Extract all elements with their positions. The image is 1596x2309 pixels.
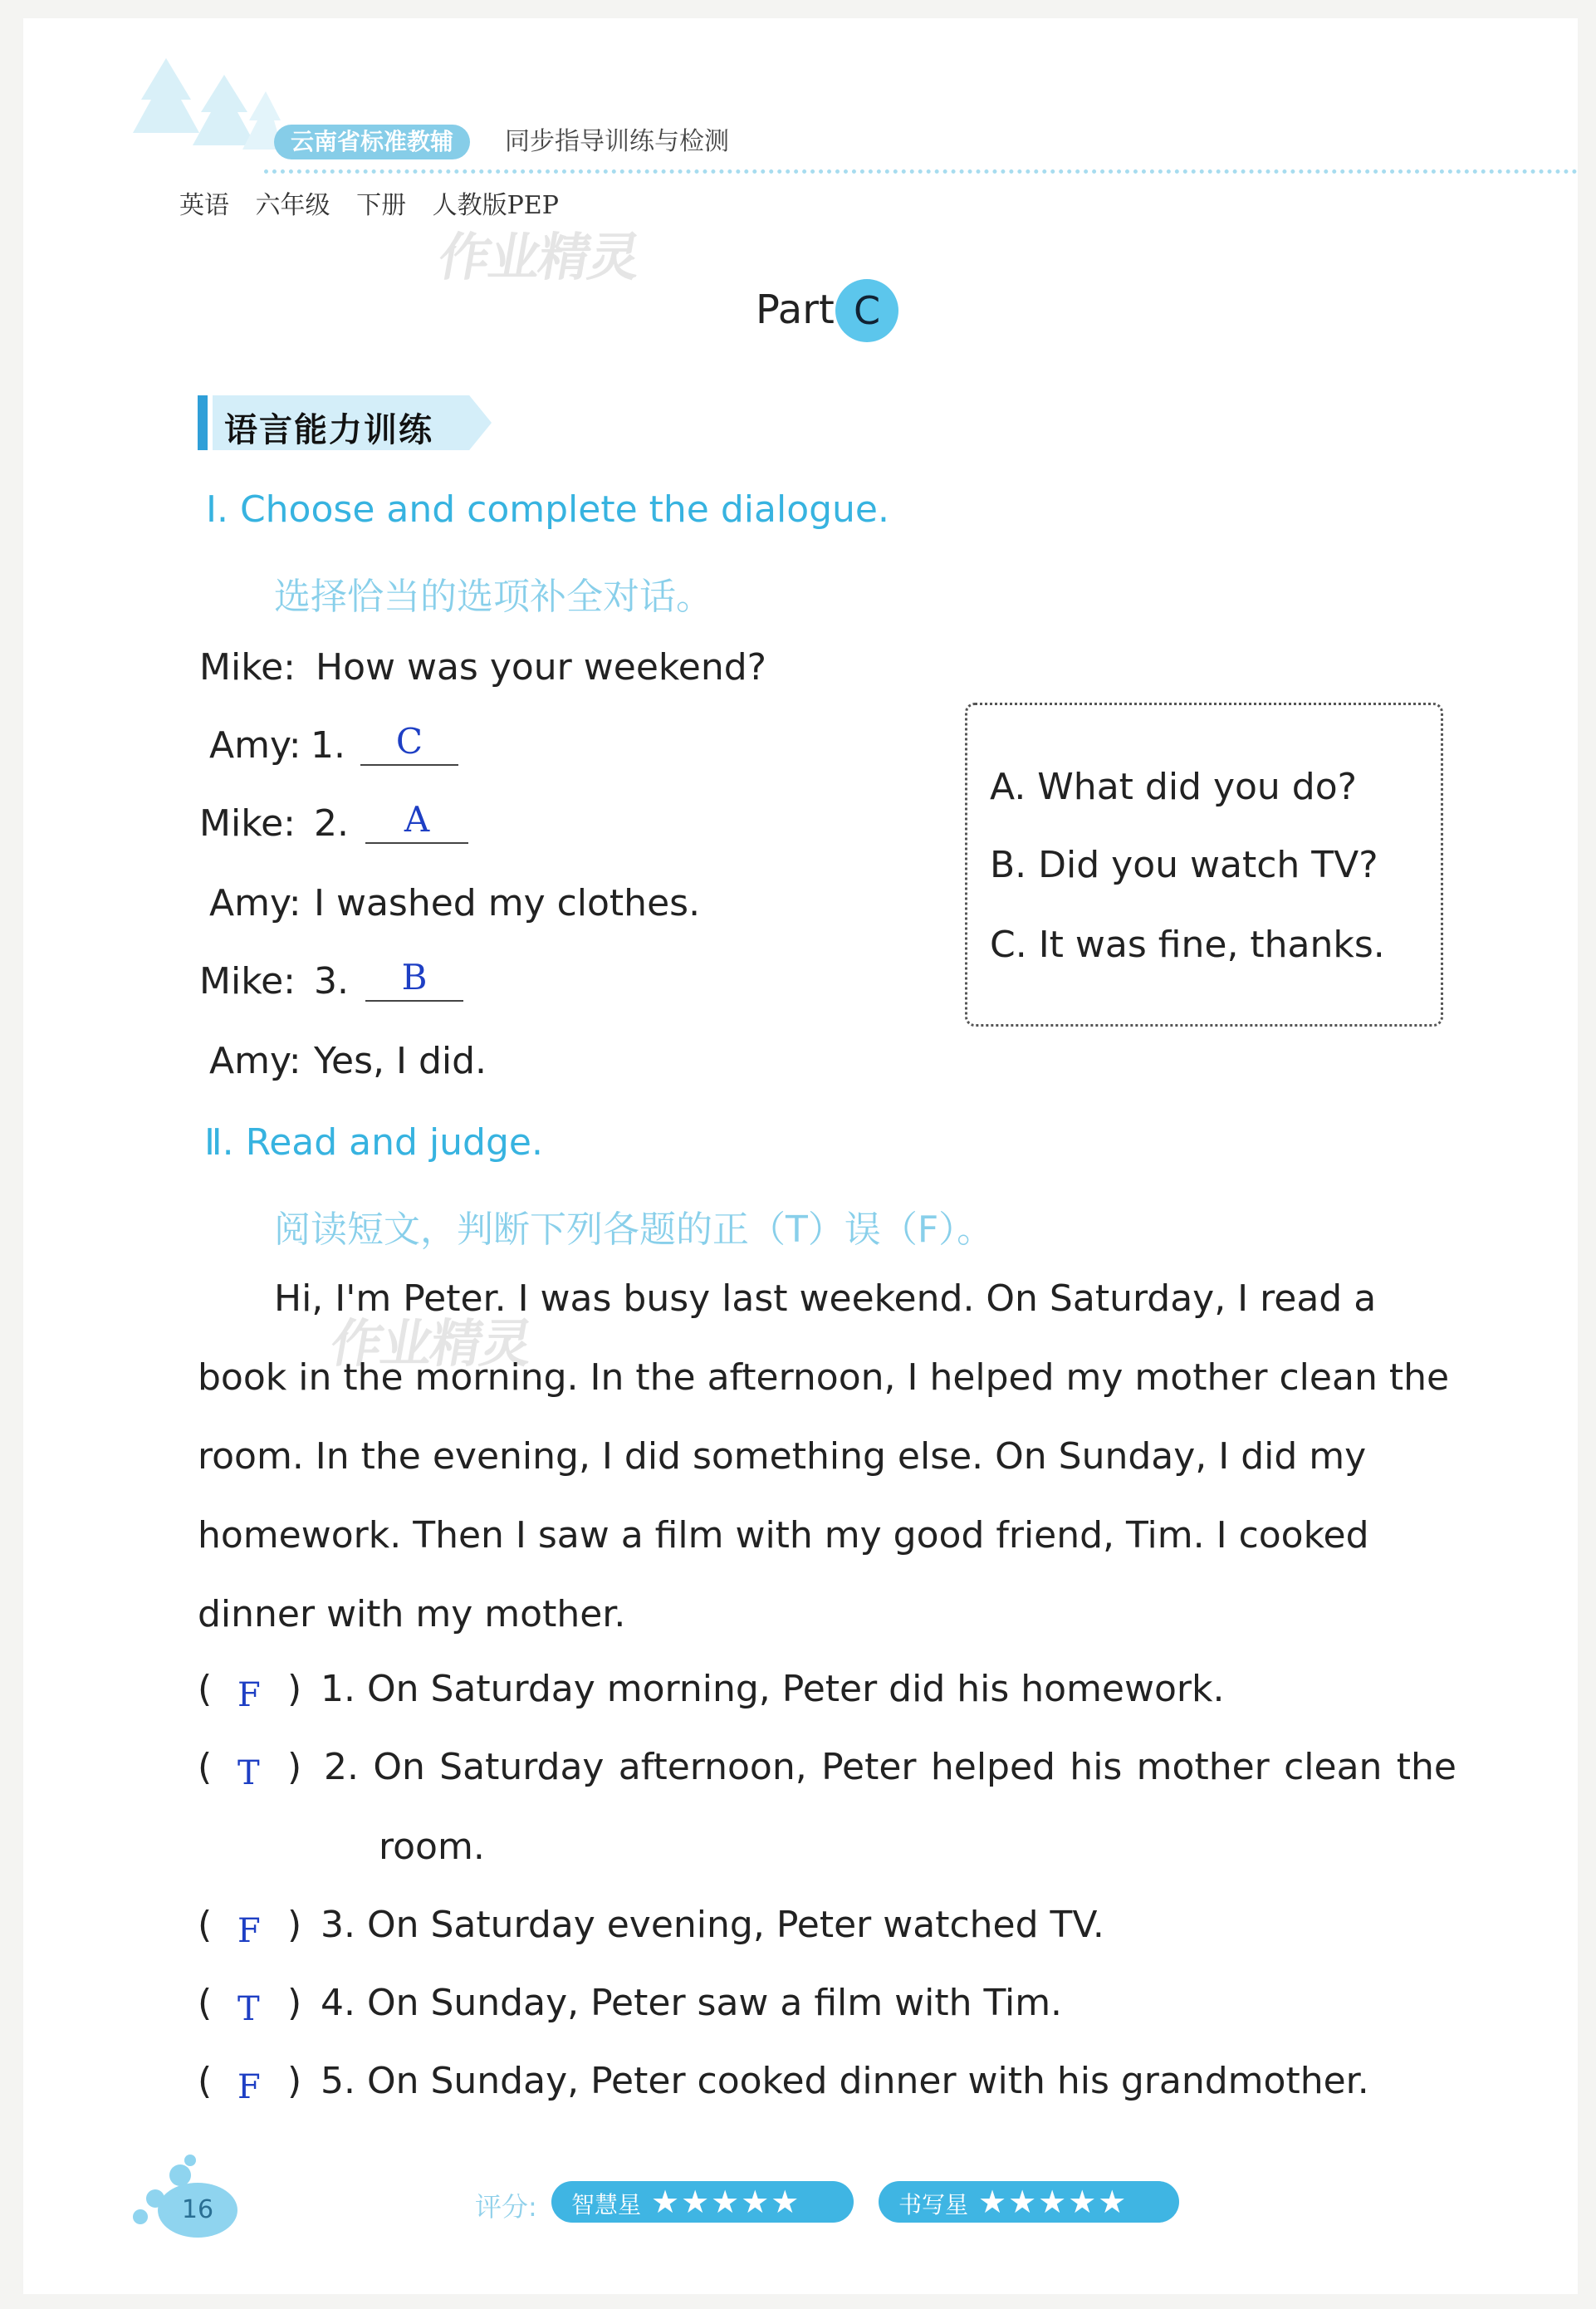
section-title: 语言能力训练 (224, 411, 433, 449)
paren-open: ( (198, 1904, 213, 1946)
score-label: 评分: (475, 2191, 537, 2223)
paren-close: ) (287, 2060, 302, 2102)
answer-blank: C (360, 723, 458, 766)
part-label: Part (756, 287, 835, 333)
paren-open: ( (198, 2060, 213, 2102)
part-letter-badge: C (835, 279, 898, 342)
option-b: B. Did you watch TV? (990, 844, 1378, 886)
answer-blank: A (365, 801, 468, 844)
judge-statement: 4. On Sunday, Peter saw a film with Tim. (321, 1982, 1063, 2024)
passage-line: homework. Then I saw a film with my good friend, Tim. I cooked (198, 1514, 1369, 1556)
header-divider (264, 169, 1578, 174)
wisdom-star-label: 智慧星 (571, 2191, 642, 2218)
paren-open: ( (198, 1982, 213, 2024)
paren-close: ) (287, 1982, 302, 2024)
page-number: 16 (158, 2183, 237, 2238)
option-c: C. It was fine, thanks. (990, 924, 1385, 966)
series-title: 同步指导训练与检测 (505, 127, 729, 156)
judge-statement: 1. On Saturday morning, Peter did his homework. (321, 1668, 1225, 1710)
writing-star-label: 书写星 (898, 2191, 969, 2218)
star-icons: ★★★★★ (651, 2184, 801, 2220)
judge-answer: T (237, 1990, 260, 2028)
trees-decoration (133, 50, 282, 158)
paren-close: ) (287, 1904, 302, 1946)
q1-heading: Ⅰ. Choose and complete the dialogue. (206, 488, 889, 531)
q1-heading-cn: 选择恰当的选项补全对话。 (274, 576, 712, 618)
decor-dot (184, 2155, 196, 2166)
dialogue-number: 2. (314, 802, 349, 845)
dialogue-speaker: Mike: (199, 802, 296, 845)
option-a: A. What did you do? (990, 766, 1357, 808)
judge-statement: 5. On Sunday, Peter cooked dinner with his grandmother. (321, 2060, 1369, 2102)
dialogue-speaker: Amy: (209, 1040, 301, 1082)
dialogue-number: 3. (314, 960, 349, 1003)
paren-close: ) (287, 1668, 302, 1710)
judge-answer: F (237, 1912, 261, 1950)
judge-statement: 2. On Saturday afternoon, Peter helped his mother clean the (324, 1746, 1456, 1788)
passage-line: book in the morning. In the afternoon, I helped my mother clean the (198, 1356, 1450, 1399)
subject-line: 英语 六年级 下册 人教版PEP (179, 191, 559, 220)
passage-line: dinner with my mother. (198, 1593, 626, 1635)
decor-dot (133, 2209, 148, 2224)
paren-close: ) (287, 1746, 302, 1788)
writing-star-rating (879, 2181, 1179, 2223)
answer-blank: B (365, 958, 463, 1002)
judge-statement: 3. On Saturday evening, Peter watched TV. (321, 1904, 1104, 1946)
judge-answer: T (237, 1754, 260, 1792)
watermark: 作业精灵 (326, 1313, 536, 1374)
dialogue-speaker: Amy: (209, 724, 301, 767)
watermark: 作业精灵 (433, 227, 644, 287)
dialogue-text: I washed my clothes. (314, 882, 701, 924)
q2-heading-cn: 阅读短文，判断下列各题的正（T）误（F）。 (274, 1208, 994, 1251)
brand-label: 云南省标准教辅 (274, 125, 470, 159)
star-icons: ★★★★★ (978, 2184, 1128, 2220)
judge-answer: F (237, 2068, 261, 2106)
dialogue-speaker: Mike: (199, 960, 296, 1003)
section-bar (198, 395, 208, 450)
q2-heading: Ⅱ. Read and judge. (204, 1121, 543, 1164)
wisdom-star-rating (551, 2181, 854, 2223)
passage (198, 1259, 1453, 1654)
paren-open: ( (198, 1668, 213, 1710)
dialogue-number: 1. (311, 724, 345, 767)
passage-line: room. In the evening, I did something else. On Sunday, I did my (198, 1435, 1367, 1478)
dialogue-speaker: Mike: (199, 646, 296, 689)
passage-line: Hi, I'm Peter. I was busy last weekend. On Saturday, I read a (274, 1277, 1377, 1320)
judge-statement-cont: room. (379, 1826, 485, 1868)
dialogue-text: How was your weekend? (316, 646, 767, 689)
dialogue-speaker: Amy: (209, 882, 301, 924)
dialogue-text: Yes, I did. (314, 1040, 487, 1082)
paren-open: ( (198, 1746, 213, 1788)
judge-answer: F (237, 1676, 261, 1714)
